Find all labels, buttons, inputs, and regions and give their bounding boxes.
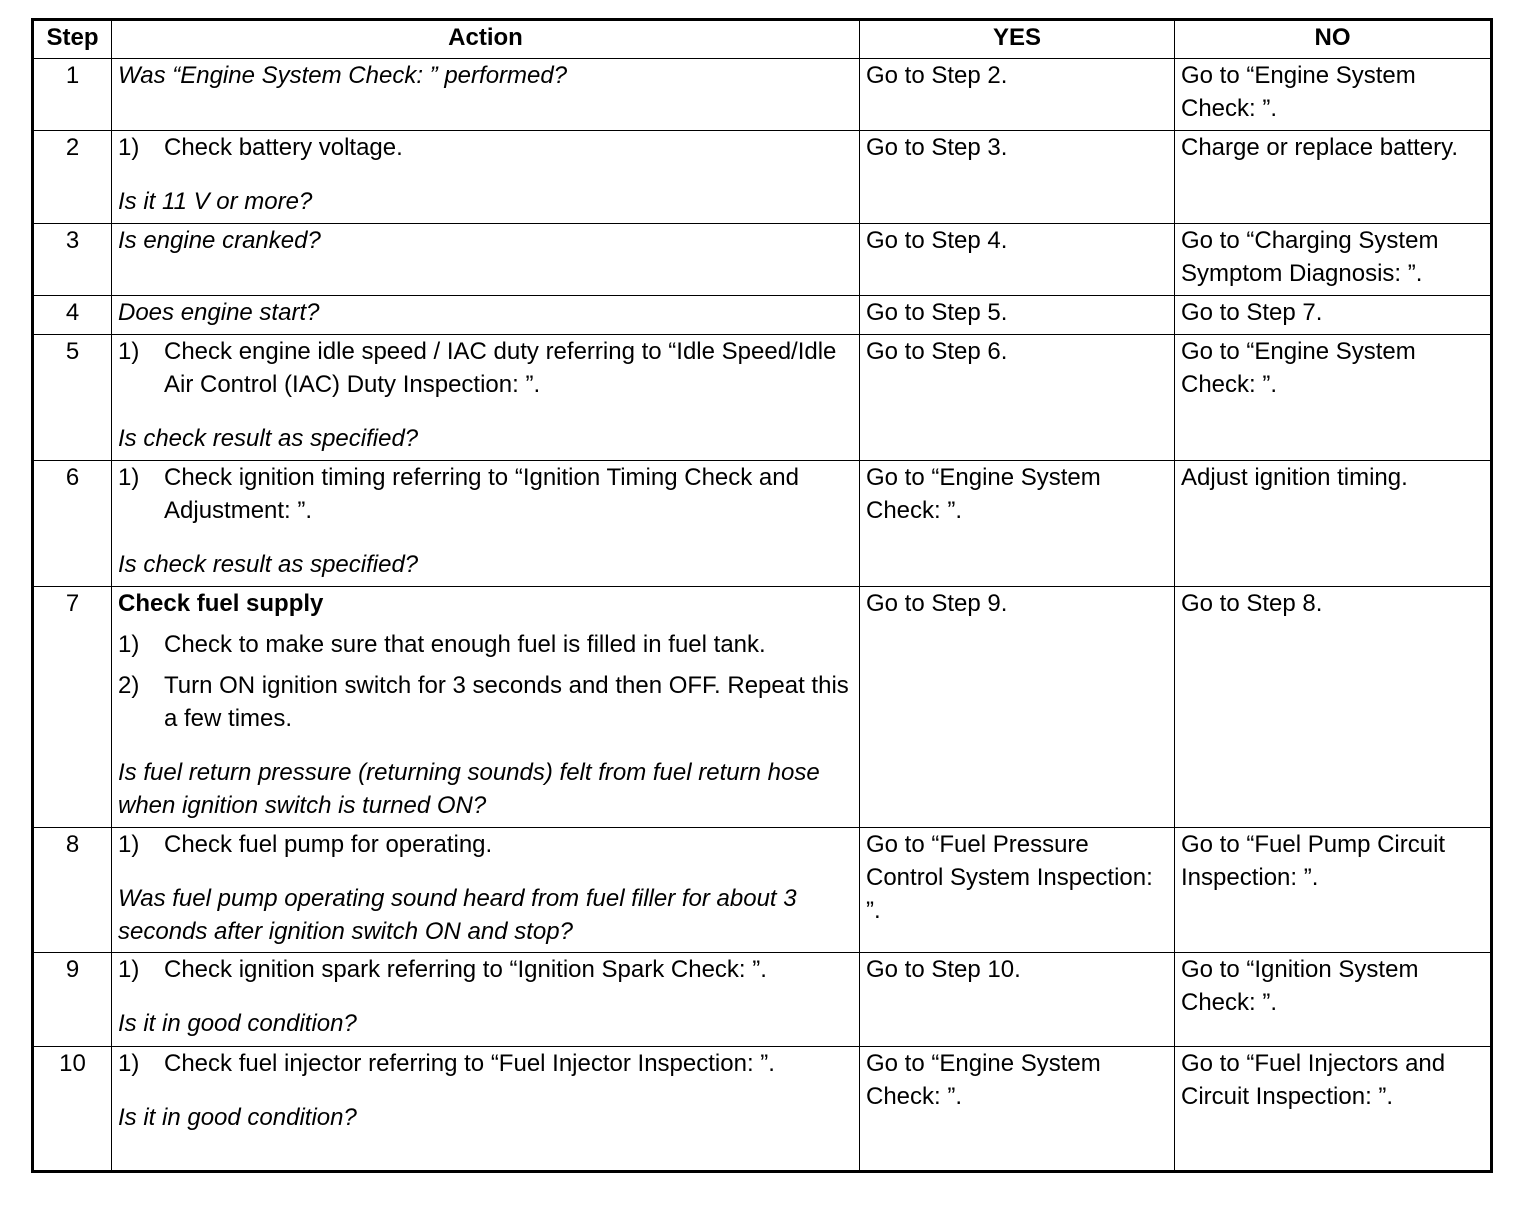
item-number: 2) [118,672,140,699]
action-question: Is fuel return pressure (returning sounds) felt from fuel return hose when ignition switch is turned ON? [118,759,820,819]
item-text: Check fuel injector referring to “Fuel Injector Inspection: ”. [164,1050,775,1077]
table-row [33,953,1492,1047]
action-item [118,669,853,735]
action-question: Is check result as specified? [118,425,419,452]
action-question: Is check result as specified? [118,551,419,578]
table-row [33,1047,1492,1172]
no-result: Go to Step 8. [1175,587,1492,828]
action-question: Is it in good condition? [118,1010,357,1037]
action-cell [112,1047,860,1172]
action-cell [112,59,860,131]
action-cell [112,224,860,296]
item-text: Check fuel pump for operating. [164,831,493,858]
action-item [118,628,853,661]
header-step: Step [33,20,112,59]
yes-result: Go to Step 10. [860,953,1175,1047]
step-number: 6 [33,461,112,587]
no-result: Go to “Fuel Pump Circuit Inspection: ”. [1175,828,1492,953]
yes-result: Go to Step 2. [860,59,1175,131]
header-yes: YES [860,20,1175,59]
action-question: Is it 11 V or more? [118,188,313,215]
yes-result: Go to “Fuel Pressure Control System Inspection: ”. [860,828,1175,953]
item-text: Turn ON ignition switch for 3 seconds and then OFF. Repeat this a few times. [164,672,849,732]
table-row [33,131,1492,224]
yes-result: Go to Step 3. [860,131,1175,224]
no-result: Go to “Charging System Symptom Diagnosis: ”. [1175,224,1492,296]
action-item [118,953,853,986]
yes-result: Go to Step 4. [860,224,1175,296]
yes-result: Go to “Engine System Check: ”. [860,461,1175,587]
action-cell [112,953,860,1047]
item-number: 1) [118,831,140,858]
action-question: Is engine cranked? [118,227,321,254]
item-number: 1) [118,134,140,161]
item-text: Check ignition timing referring to “Ignition Timing Check and Adjustment: ”. [164,464,799,524]
action-heading: Check fuel supply [118,590,324,617]
yes-result: Go to Step 5. [860,296,1175,335]
yes-result: Go to Step 6. [860,335,1175,461]
action-item [118,828,853,861]
action-cell [112,828,860,953]
step-number: 3 [33,224,112,296]
table-row [33,335,1492,461]
item-text: Check engine idle speed / IAC duty referring to “Idle Speed/Idle Air Control (IAC) Duty Inspection: ”. [164,338,837,398]
no-result: Go to Step 7. [1175,296,1492,335]
no-result: Charge or replace battery. [1175,131,1492,224]
no-result: Go to “Engine System Check: ”. [1175,59,1492,131]
yes-result: Go to “Engine System Check: ”. [860,1047,1175,1172]
item-number: 1) [118,464,140,491]
item-number: 1) [118,338,140,365]
step-number: 8 [33,828,112,953]
item-number: 1) [118,956,140,983]
no-result: Go to “Ignition System Check: ”. [1175,953,1492,1047]
table-row [33,59,1492,131]
diagnostic-table [31,18,1493,1173]
item-text: Check to make sure that enough fuel is filled in fuel tank. [164,631,766,658]
item-number: 1) [118,1050,140,1077]
no-result: Adjust ignition timing. [1175,461,1492,587]
header-action: Action [112,20,860,59]
step-number: 2 [33,131,112,224]
table-row [33,587,1492,828]
table-row [33,224,1492,296]
step-number: 9 [33,953,112,1047]
table-row [33,461,1492,587]
step-number: 7 [33,587,112,828]
action-question: Is it in good condition? [118,1104,357,1131]
item-text: Check ignition spark referring to “Ignition Spark Check: ”. [164,956,767,983]
header-no: NO [1175,20,1492,59]
action-question: Was “Engine System Check: ” performed? [118,62,568,89]
action-cell [112,131,860,224]
action-item [118,461,853,527]
action-question: Was fuel pump operating sound heard from fuel filler for about 3 seconds after ignition switch ON and stop? [118,885,797,945]
action-item [118,131,853,164]
action-item [118,335,853,401]
action-item [118,1047,853,1080]
step-number: 10 [33,1047,112,1172]
action-cell [112,587,860,828]
action-cell [112,335,860,461]
yes-result: Go to Step 9. [860,587,1175,828]
step-number: 5 [33,335,112,461]
step-number: 1 [33,59,112,131]
header-row [33,20,1492,59]
action-cell [112,296,860,335]
step-number: 4 [33,296,112,335]
item-number: 1) [118,631,140,658]
table-row [33,296,1492,335]
no-result: Go to “Fuel Injectors and Circuit Inspection: ”. [1175,1047,1492,1172]
table-row [33,828,1492,953]
action-question: Does engine start? [118,299,320,326]
item-text: Check battery voltage. [164,134,403,161]
action-cell [112,461,860,587]
no-result: Go to “Engine System Check: ”. [1175,335,1492,461]
